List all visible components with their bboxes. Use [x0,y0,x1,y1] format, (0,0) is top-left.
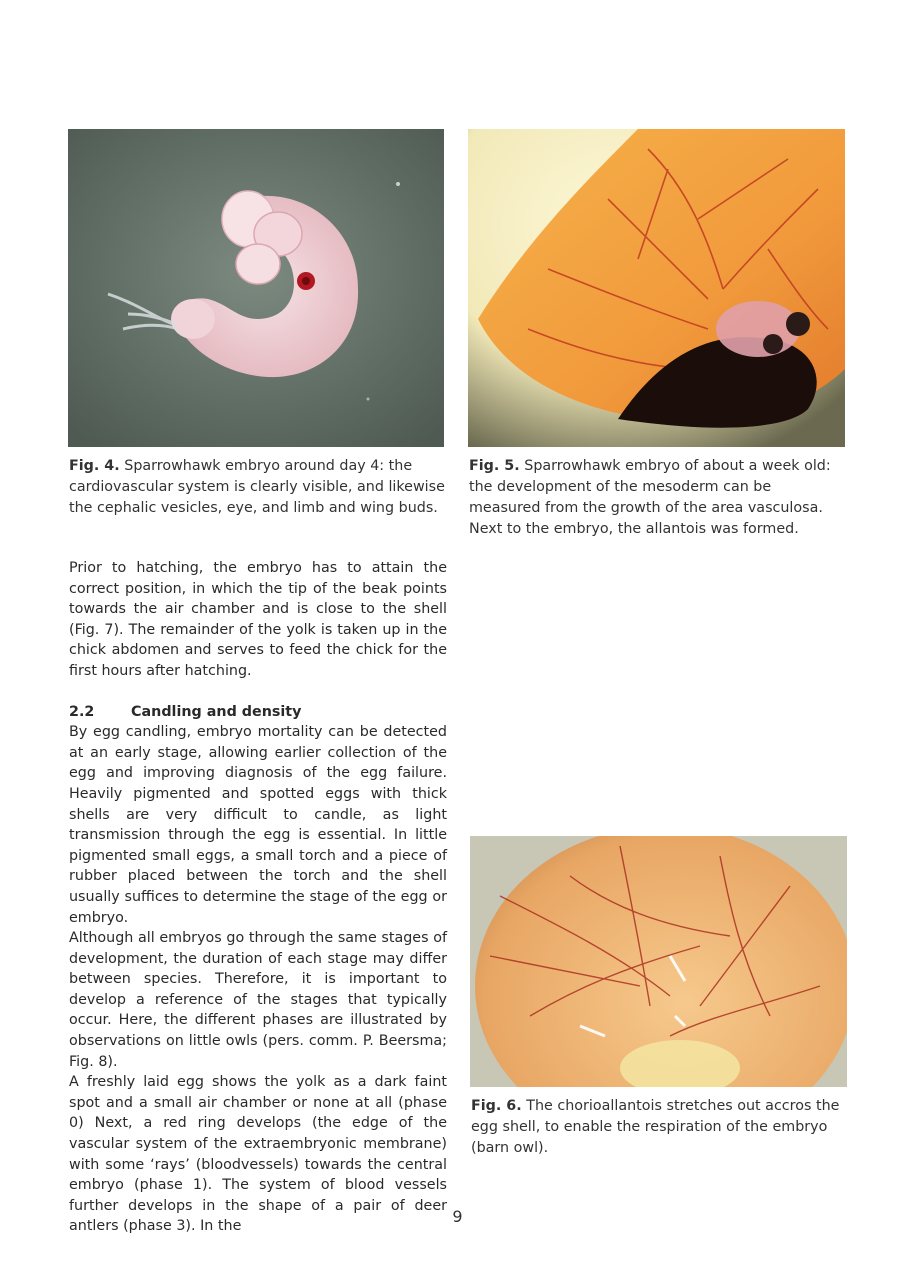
figure-6-photo [470,836,847,1087]
body-text-column [69,558,447,1237]
page-number: 9 [452,1207,463,1226]
body-paragraph: A freshly laid egg shows the yolk as a dark faint spot and a small air chamber or none at all (phase 0) Next, a red ring develops (the edge of the vascular system of the extraembryonic membrane) with some ‘rays’ (bloodvessels) towards the central embryo (phase 1). The system of blood vessels further develops in the shape of a pair of deer antlers (phase 3). In the [69,1074,447,1235]
figure-6-caption [471,1096,849,1159]
section-number: 2.2 [69,703,95,720]
figure-5-caption-text: Sparrowhawk embryo of about a week old: the development of the mesoderm can be measured from the growth of the area vasculosa. Next to the embryo, the allantois was formed. [469,458,831,537]
figure-5-caption [469,456,847,540]
figure-6-caption-text: The chorioallantois stretches out accros the egg shell, to enable the respiration of the embryo (barn owl). [471,1098,840,1156]
body-paragraph: By egg candling, embryo mortality can be detected at an early stage, allowing earlier collection of the egg and improving diagnosis of the egg failure. Heavily pigmented and spotted eggs with thick shells are very difficult to candle, as light transmission through the egg is essential. In little pigmented small eggs, a small torch and a piece of rubber placed between the torch and the shell usually suffices to determine the stage of the egg or embryo. [69,724,447,926]
section-title: Candling and density [131,703,302,720]
body-paragraph: Although all embryos go through the same stages of development, the duration of each stage may differ between species. Therefore, it is important to develop a reference of the stages that typically occur. Here, the different phases are illustrated by observations on little owls (pers. comm. P. Beersma; Fig. 8). [69,930,447,1070]
figure-4-photo [68,129,444,447]
section-heading [69,702,447,723]
figure-4-caption-text: Sparrowhawk embryo around day 4: the cardiovascular system is clearly visible, and likewise the cephalic vesicles, eye, and limb and wing buds. [69,458,445,516]
figure-5-photo [468,129,845,447]
figure-4-caption [69,456,447,519]
figure-4-label: Fig. 4. [69,458,120,474]
figure-5-label: Fig. 5. [469,458,520,474]
figure-6-label: Fig. 6. [471,1098,522,1114]
body-paragraph: Prior to hatching, the embryo has to attain the correct position, in which the tip of the beak points towards the air chamber and is close to the shell (Fig. 7). The remainder of the yolk is taken up in the chick abdomen and serves to feed the chick for the first hours after hatching. [69,560,447,679]
